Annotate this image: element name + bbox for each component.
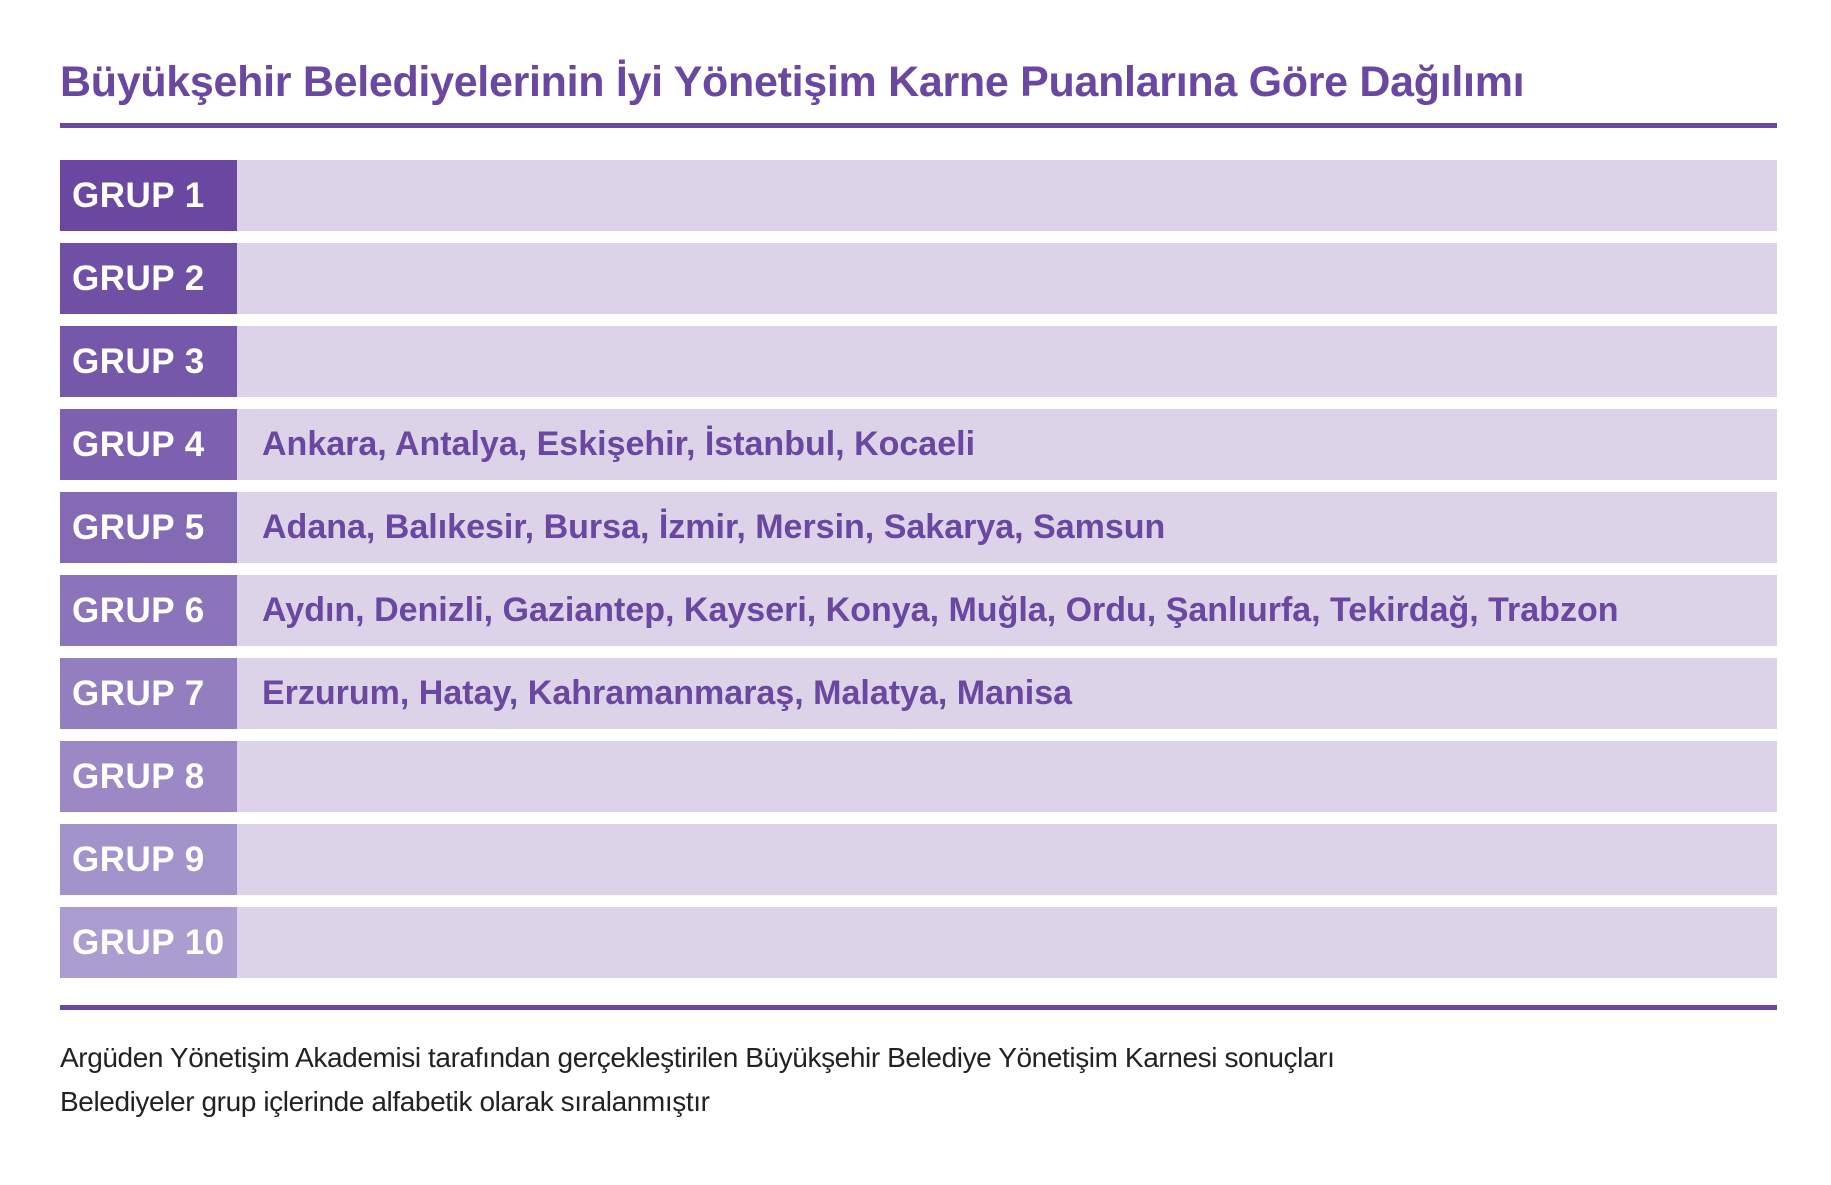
group-label-10: GRUP 10 bbox=[60, 907, 237, 978]
group-label-6: GRUP 6 bbox=[60, 575, 237, 646]
group-row-6 bbox=[60, 575, 1777, 646]
group-label-1: GRUP 1 bbox=[60, 160, 237, 231]
title-divider bbox=[60, 123, 1777, 128]
group-label-3: GRUP 3 bbox=[60, 326, 237, 397]
footer-divider bbox=[60, 1005, 1777, 1010]
group-label-2: GRUP 2 bbox=[60, 243, 237, 314]
footnote-ordering: Belediyeler grup içlerinde alfabetik olarak sıralanmıştır bbox=[60, 1086, 710, 1117]
group-row-8 bbox=[60, 741, 1777, 812]
group-label-9: GRUP 9 bbox=[60, 824, 237, 895]
group-label-4: GRUP 4 bbox=[60, 409, 237, 480]
group-cities-7: Erzurum, Hatay, Kahramanmaraş, Malatya, Manisa bbox=[262, 674, 1073, 712]
group-row-3 bbox=[60, 326, 1777, 397]
group-row-9 bbox=[60, 824, 1777, 895]
group-label-5: GRUP 5 bbox=[60, 492, 237, 563]
group-row-7 bbox=[60, 658, 1777, 729]
page-title: Büyükşehir Belediyelerinin İyi Yönetişim Karne Puanlarına Göre Dağılımı bbox=[60, 58, 1525, 106]
group-row-1 bbox=[60, 160, 1777, 231]
group-cities-4: Ankara, Antalya, Eskişehir, İstanbul, Kocaeli bbox=[262, 425, 976, 463]
group-row-10 bbox=[60, 907, 1777, 978]
group-table bbox=[60, 160, 1777, 978]
group-row-2 bbox=[60, 243, 1777, 314]
group-row-4 bbox=[60, 409, 1777, 480]
group-cities-6: Aydın, Denizli, Gaziantep, Kayseri, Konya, Muğla, Ordu, Şanlıurfa, Tekirdağ, Trabzon bbox=[262, 591, 1619, 629]
group-label-8: GRUP 8 bbox=[60, 741, 237, 812]
group-label-7: GRUP 7 bbox=[60, 658, 237, 729]
group-row-5 bbox=[60, 492, 1777, 563]
footnote-source: Argüden Yönetişim Akademisi tarafından gerçekleştirilen Büyükşehir Belediye Yönetişim Karnesi sonuçları bbox=[60, 1042, 1335, 1073]
group-cities-5: Adana, Balıkesir, Bursa, İzmir, Mersin, Sakarya, Samsun bbox=[262, 508, 1166, 546]
